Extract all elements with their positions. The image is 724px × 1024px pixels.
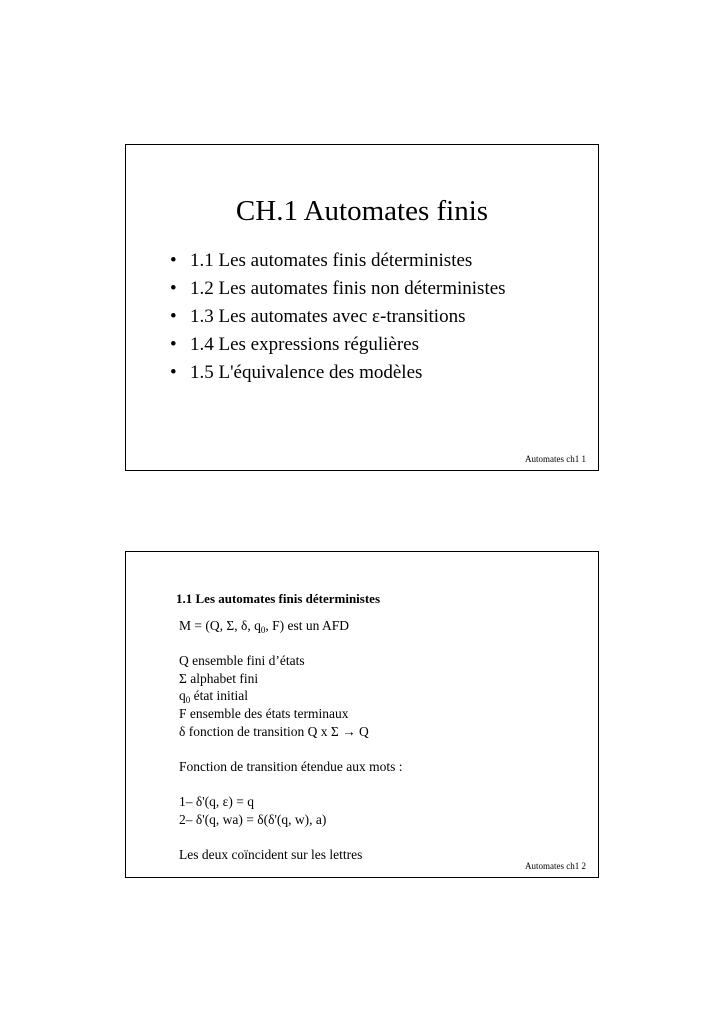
outline-item-text: 1.3 Les automates avec ε-transitions	[190, 306, 466, 327]
outline-item	[170, 359, 506, 387]
conclusion: Les deux coïncident sur les lettres	[179, 846, 363, 862]
rule-1: 1– δ'(q, ε) = q	[179, 793, 254, 809]
outline-item	[170, 247, 506, 275]
slide-1-title: CH.1 Automates finis	[235, 195, 489, 227]
component-q0: $q_0$ état initial	[179, 688, 248, 706]
slide-2-body	[179, 617, 402, 863]
outline-item-text: 1.4 Les expressions régulières	[190, 334, 419, 355]
bullet-icon: •	[170, 278, 177, 299]
component-delta: δ fonction de transition Q x Σ → Q	[179, 723, 369, 739]
rule-2: 2– δ'(q, wa) = δ(δ'(q, w), a)	[179, 811, 327, 827]
outline-item-text: 1.1 Les automates finis déterministes	[190, 250, 473, 271]
slide-1	[125, 144, 599, 471]
component-sigma: Σ alphabet fini	[179, 670, 259, 686]
slide-2-footer: Automates ch1 2	[525, 861, 586, 871]
outline-item	[170, 303, 506, 331]
slide-2-heading: 1.1 Les automates finis déterministes	[176, 591, 381, 606]
slide-1-outline-list	[170, 247, 506, 387]
component-f: F ensemble des états terminaux	[179, 705, 349, 721]
extended-transition-intro: Fonction de transition étendue aux mots :	[179, 758, 403, 774]
outline-item-text: 1.2 Les automates finis non déterministes	[190, 278, 506, 299]
bullet-icon: •	[170, 306, 177, 327]
afd-definition: M = (Q, Σ, δ, $q_0$, F) est un AFD	[179, 618, 349, 635]
bullet-icon: •	[170, 334, 177, 355]
outline-item-text: 1.5 L'équivalence des modèles	[190, 362, 423, 383]
slide-2	[125, 551, 599, 878]
bullet-icon: •	[170, 362, 177, 383]
bullet-icon: •	[170, 250, 177, 271]
outline-item	[170, 331, 506, 359]
outline-item	[170, 275, 506, 303]
component-q: Q ensemble fini d’états	[179, 653, 305, 669]
slide-1-footer: Automates ch1 1	[525, 454, 586, 464]
